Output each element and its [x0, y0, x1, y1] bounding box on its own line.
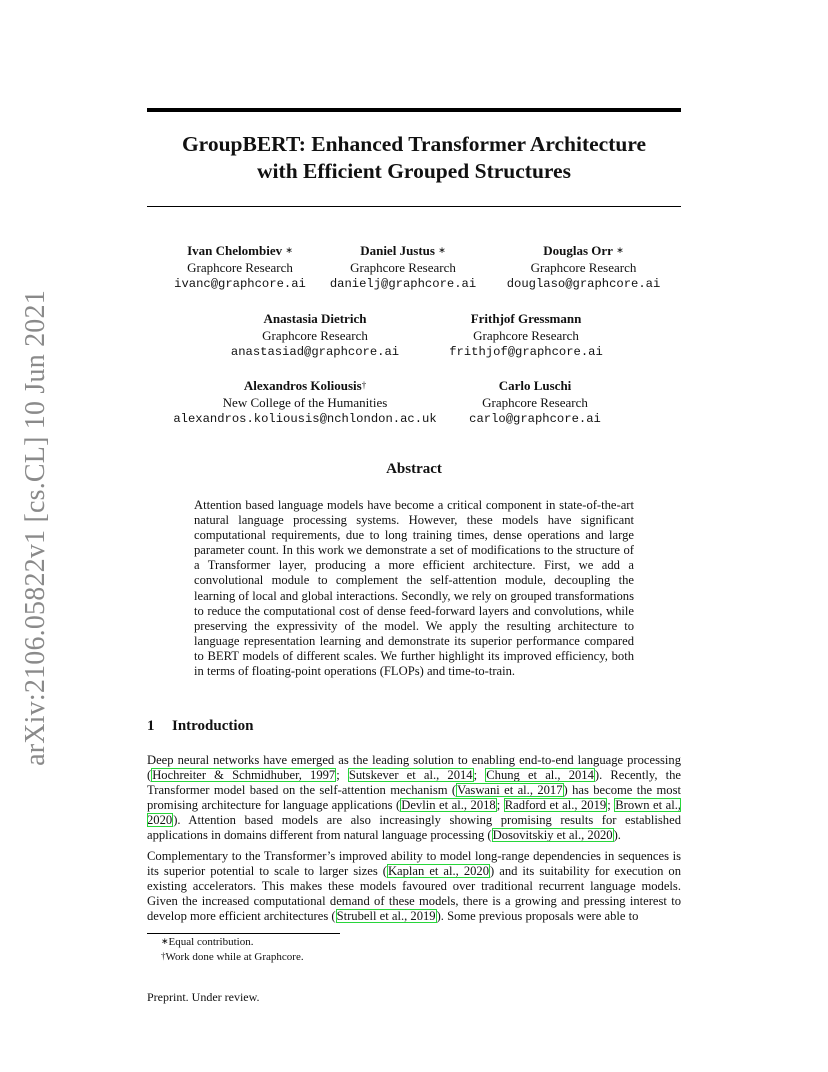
preprint-notice: Preprint. Under review. — [147, 990, 260, 1004]
citation-link[interactable]: Vaswani et al., 2017 — [457, 783, 563, 798]
author-email[interactable]: alexandros.koliousis@nchlondon.ac.uk — [173, 412, 437, 426]
author-affiliation: Graphcore Research — [187, 259, 293, 275]
author-email[interactable]: danielj@graphcore.ai — [329, 277, 477, 291]
author-block — [318, 243, 488, 293]
citation-link[interactable]: Kaplan et al., 2020 — [387, 864, 490, 879]
citation-link[interactable]: Radford et al., 2019 — [504, 798, 607, 813]
citation-link[interactable]: Devlin et al., 2018 — [401, 798, 496, 813]
citation-link[interactable]: Strubell et al., 2019 — [336, 909, 436, 924]
section-title: Introduction — [172, 718, 254, 734]
paper-title — [147, 131, 681, 185]
author-email[interactable]: ivanc@graphcore.ai — [174, 277, 306, 291]
author-block — [160, 243, 320, 293]
author-affiliation: Graphcore Research — [350, 259, 456, 275]
author-name: Douglas Orr — [543, 243, 613, 258]
author-mark: ∗ — [438, 245, 446, 255]
author-mark: ∗ — [285, 245, 293, 255]
arxiv-stamp: arXiv:2106.05822v1 [cs.CL] 10 Jun 2021 — [20, 290, 51, 766]
footnote-mark: † — [161, 951, 166, 961]
body-text: ; — [607, 798, 615, 813]
author-email[interactable]: carlo@graphcore.ai — [469, 412, 601, 426]
author-name: Daniel Justus — [360, 243, 435, 258]
footnote-rule — [147, 933, 340, 934]
body-text: ; — [496, 798, 504, 813]
body-text: ; — [336, 768, 348, 783]
footnote-2 — [161, 950, 304, 964]
author-email[interactable]: frithjof@graphcore.ai — [449, 345, 603, 359]
title-line-1: GroupBERT: Enhanced Transformer Architecture — [181, 132, 647, 156]
citation-link[interactable]: Sutskever et al., 2014 — [348, 768, 473, 783]
author-name: Frithjof Gressmann — [470, 311, 582, 326]
author-email[interactable]: anastasiad@graphcore.ai — [230, 345, 400, 359]
author-name: Alexandros Koliousis — [243, 378, 362, 393]
abstract-text: Attention based language models have become a critical component in state-of-the-art natural language processing systems. However, these models have significant computational requirements, due to long training times, dense operations and large parameter count. In this work we demonstrate a set of modifications to the structure of a Transformer layer, producing a more efficient architecture. First, we add a convolutional module to complement the self-attention module, decoupling the learning of local and global interactions. Secondly, we rely on grouped transformations to reduce the computational cost of dense feed-forward layers and convolutions, while preserving the expressivity of the model. We apply the resulting architecture to language representation learning and demonstrate its superior performance compared to BERT models of different scales. We further highlight its improved efficiency, both in terms of floating-point operations (FLOPs) and time-to-train. — [194, 498, 634, 679]
author-name: Anastasia Dietrich — [263, 311, 367, 326]
section-heading — [147, 718, 253, 735]
author-affiliation: New College of the Humanities — [222, 394, 388, 410]
body-text: ; — [473, 768, 486, 783]
author-block — [460, 378, 610, 428]
author-block — [496, 243, 671, 293]
body-text: Complementary to the Transformer’s improved ability to model long-range dependencies in sequences is its superior potential to scale to larger sizes ( — [147, 849, 681, 879]
body-text: Deep neural networks have emerged as the leading solution to enabling end-to-end language processing ( — [147, 753, 681, 783]
intro-paragraph-1 — [147, 753, 681, 844]
footnote-text: Work done while at Graphcore. — [165, 951, 304, 963]
citation-link[interactable]: Chung et al., 2014 — [486, 768, 594, 783]
citation-link[interactable]: Dosovitskiy et al., 2020 — [492, 828, 613, 843]
author-affiliation: Graphcore Research — [482, 394, 588, 410]
author-email[interactable]: douglaso@graphcore.ai — [506, 277, 661, 291]
abstract-heading: Abstract — [386, 461, 442, 477]
author-affiliation: Graphcore Research — [262, 327, 368, 343]
footnote-text: Equal contribution. — [168, 936, 254, 948]
author-affiliation: Graphcore Research — [473, 327, 579, 343]
title-line-2: with Efficient Grouped Structures — [257, 159, 571, 183]
body-text: ). Recently, the Transformer model based on the self-attention mechanism ( — [147, 768, 681, 798]
citation-link[interactable]: Hochreiter & Schmidhuber, 1997 — [152, 768, 336, 783]
author-block — [441, 311, 611, 361]
title-top-rule — [147, 108, 681, 112]
body-text: ) and its suitability for execution on existing accelerators. This makes these models favoured over traditional recurrent language models. Given the increased computational demand of these models, there is a growing and pressing interest to develop more efficient architectures ( — [147, 864, 681, 924]
author-name: Carlo Luschi — [498, 378, 572, 393]
author-name: Ivan Chelombiev — [187, 243, 283, 258]
body-text: ) has become the most promising architecture for language applications ( — [147, 783, 681, 813]
author-block — [225, 311, 405, 361]
body-text: ). Attention based models are also increasingly showing promising results for established applications in domains different from natural language processing ( — [147, 813, 681, 843]
author-affiliation: Graphcore Research — [530, 259, 637, 275]
author-block — [170, 378, 440, 428]
body-text: ). — [613, 828, 621, 843]
author-mark: † — [361, 380, 367, 390]
author-mark: ∗ — [616, 245, 624, 255]
body-text: ). Some previous proposals were able to — [436, 909, 639, 924]
footnote-mark: ∗ — [161, 936, 169, 946]
intro-paragraph-2 — [147, 849, 681, 924]
section-number: 1 — [147, 718, 155, 734]
footnote-1 — [161, 935, 253, 949]
citation-link[interactable]: Brown et al., 2020 — [147, 798, 681, 828]
title-bottom-rule — [147, 206, 681, 207]
